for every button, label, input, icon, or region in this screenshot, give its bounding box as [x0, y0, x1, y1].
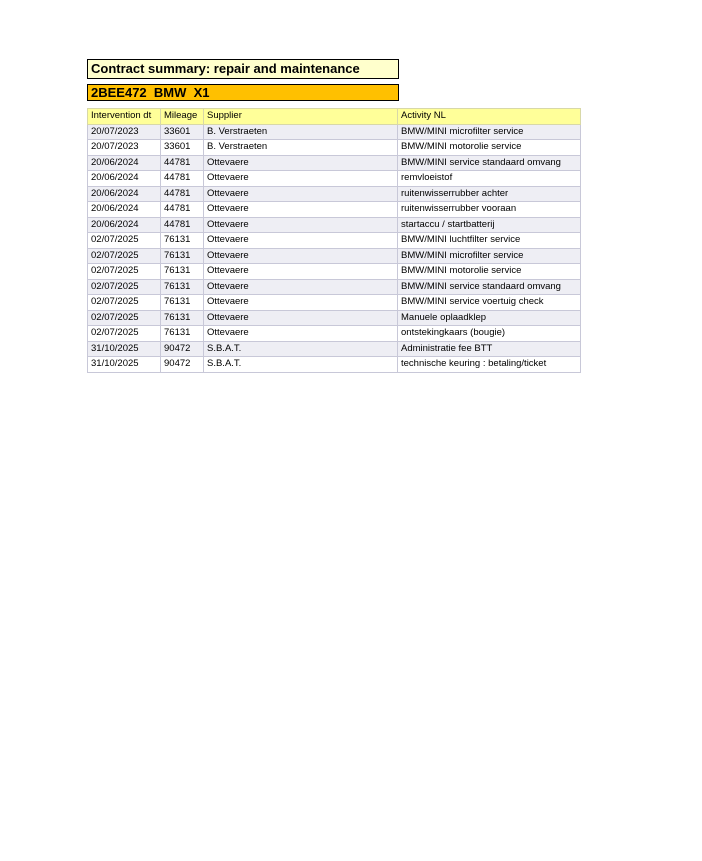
cell-supplier: Ottevaere: [204, 310, 398, 326]
cell-supplier: Ottevaere: [204, 186, 398, 202]
cell-supplier: S.B.A.T.: [204, 341, 398, 357]
table-row: [88, 279, 581, 295]
header-supplier: Supplier: [204, 109, 398, 125]
table-row: [88, 310, 581, 326]
table-row: [88, 295, 581, 311]
cell-mileage: 44781: [161, 155, 204, 171]
table-row: [88, 264, 581, 280]
cell-mileage: 76131: [161, 295, 204, 311]
table-body: [88, 124, 581, 372]
cell-mileage: 76131: [161, 310, 204, 326]
table-row: [88, 171, 581, 187]
cell-intervention-date: 02/07/2025: [88, 295, 161, 311]
cell-mileage: 76131: [161, 264, 204, 280]
cell-mileage: 44781: [161, 186, 204, 202]
cell-mileage: 33601: [161, 124, 204, 140]
table-row: [88, 140, 581, 156]
cell-supplier: Ottevaere: [204, 202, 398, 218]
cell-intervention-date: 20/06/2024: [88, 155, 161, 171]
cell-intervention-date: 02/07/2025: [88, 248, 161, 264]
cell-activity: ruitenwisserrubber vooraan: [398, 202, 581, 218]
cell-activity: ontstekingkaars (bougie): [398, 326, 581, 342]
cell-supplier: S.B.A.T.: [204, 357, 398, 373]
cell-intervention-date: 02/07/2025: [88, 326, 161, 342]
cell-activity: ruitenwisserrubber achter: [398, 186, 581, 202]
cell-mileage: 33601: [161, 140, 204, 156]
cell-supplier: Ottevaere: [204, 264, 398, 280]
header-intervention-date: Intervention dt: [88, 109, 161, 125]
cell-supplier: Ottevaere: [204, 248, 398, 264]
cell-activity: Manuele oplaadklep: [398, 310, 581, 326]
cell-supplier: Ottevaere: [204, 326, 398, 342]
cell-intervention-date: 20/06/2024: [88, 202, 161, 218]
table-row: [88, 326, 581, 342]
cell-supplier: Ottevaere: [204, 171, 398, 187]
cell-intervention-date: 31/10/2025: [88, 357, 161, 373]
table-row: [88, 233, 581, 249]
cell-supplier: B. Verstraeten: [204, 124, 398, 140]
cell-mileage: 76131: [161, 279, 204, 295]
cell-mileage: 44781: [161, 217, 204, 233]
table-row: [88, 357, 581, 373]
cell-intervention-date: 02/07/2025: [88, 233, 161, 249]
cell-supplier: Ottevaere: [204, 279, 398, 295]
document-title: Contract summary: repair and maintenance: [87, 59, 399, 79]
header-mileage: Mileage: [161, 109, 204, 125]
cell-intervention-date: 02/07/2025: [88, 264, 161, 280]
cell-mileage: 76131: [161, 248, 204, 264]
cell-supplier: B. Verstraeten: [204, 140, 398, 156]
cell-intervention-date: 02/07/2025: [88, 310, 161, 326]
cell-intervention-date: 20/06/2024: [88, 217, 161, 233]
table-row: [88, 341, 581, 357]
table-row: [88, 186, 581, 202]
cell-activity: BMW/MINI service voertuig check: [398, 295, 581, 311]
cell-mileage: 76131: [161, 326, 204, 342]
vehicle-banner: 2BEE472 BMW X1: [87, 84, 399, 101]
cell-supplier: Ottevaere: [204, 155, 398, 171]
cell-activity: technische keuring : betaling/ticket: [398, 357, 581, 373]
table-row: [88, 202, 581, 218]
cell-supplier: Ottevaere: [204, 217, 398, 233]
cell-activity: remvloeistof: [398, 171, 581, 187]
cell-activity: BMW/MINI motorolie service: [398, 140, 581, 156]
header-row: [88, 109, 581, 125]
cell-intervention-date: 20/06/2024: [88, 186, 161, 202]
table-row: [88, 124, 581, 140]
cell-mileage: 76131: [161, 233, 204, 249]
cell-activity: startaccu / startbatterij: [398, 217, 581, 233]
cell-intervention-date: 02/07/2025: [88, 279, 161, 295]
cell-activity: Administratie fee BTT: [398, 341, 581, 357]
table-row: [88, 217, 581, 233]
cell-activity: BMW/MINI microfilter service: [398, 124, 581, 140]
cell-intervention-date: 31/10/2025: [88, 341, 161, 357]
table-row: [88, 155, 581, 171]
maintenance-table: [87, 108, 581, 373]
cell-intervention-date: 20/07/2023: [88, 124, 161, 140]
cell-activity: BMW/MINI microfilter service: [398, 248, 581, 264]
cell-activity: BMW/MINI luchtfilter service: [398, 233, 581, 249]
header-activity: Activity NL: [398, 109, 581, 125]
cell-activity: BMW/MINI service standaard omvang: [398, 279, 581, 295]
cell-activity: BMW/MINI motorolie service: [398, 264, 581, 280]
table-row: [88, 248, 581, 264]
cell-mileage: 90472: [161, 357, 204, 373]
cell-intervention-date: 20/06/2024: [88, 171, 161, 187]
cell-mileage: 90472: [161, 341, 204, 357]
cell-mileage: 44781: [161, 202, 204, 218]
cell-supplier: Ottevaere: [204, 233, 398, 249]
cell-mileage: 44781: [161, 171, 204, 187]
cell-intervention-date: 20/07/2023: [88, 140, 161, 156]
cell-supplier: Ottevaere: [204, 295, 398, 311]
cell-activity: BMW/MINI service standaard omvang: [398, 155, 581, 171]
